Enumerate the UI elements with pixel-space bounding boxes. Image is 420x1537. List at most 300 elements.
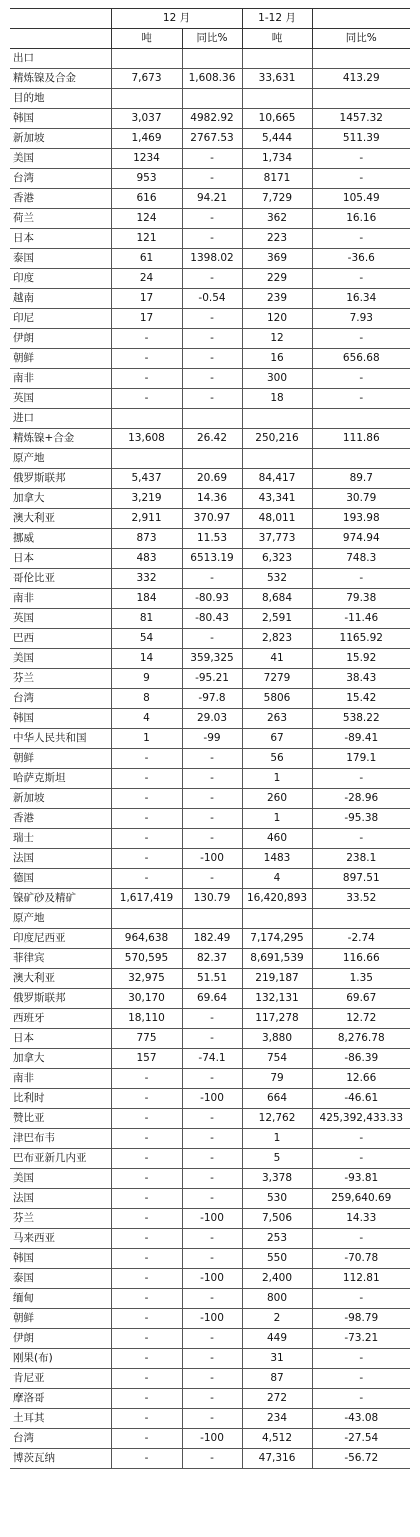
cell-dec-ton: 184 xyxy=(111,589,182,609)
cell-dec-ton: 9 xyxy=(111,669,182,689)
row-label: 原产地 xyxy=(10,909,111,929)
cell-dec-yoy: - xyxy=(182,149,242,169)
row-label: 摩洛哥 xyxy=(10,1389,111,1409)
cell-ytd-yoy: -2.74 xyxy=(312,929,410,949)
cell-ytd-ton: 664 xyxy=(242,1089,312,1109)
cell-ytd-ton: 219,187 xyxy=(242,969,312,989)
row-label: 美国 xyxy=(10,149,111,169)
cell-ytd-ton: 532 xyxy=(242,569,312,589)
row-label: 印度尼西亚 xyxy=(10,929,111,949)
header-period-blank xyxy=(312,9,410,29)
header-dec-ton: 吨 xyxy=(111,29,182,49)
cell-dec-yoy: - xyxy=(182,1189,242,1209)
cell-dec-yoy: - xyxy=(182,309,242,329)
cell-dec-yoy xyxy=(182,909,242,929)
table-row xyxy=(10,409,410,429)
row-label: 进口 xyxy=(10,409,111,429)
cell-ytd-ton: 4 xyxy=(242,869,312,889)
header-period-row xyxy=(10,9,410,29)
cell-ytd-ton: 7,174,295 xyxy=(242,929,312,949)
cell-dec-yoy: -100 xyxy=(182,1269,242,1289)
cell-dec-yoy: 1398.02 xyxy=(182,249,242,269)
cell-dec-yoy: - xyxy=(182,629,242,649)
cell-ytd-yoy: 16.34 xyxy=(312,289,410,309)
row-label: 巴布亚新几内亚 xyxy=(10,1149,111,1169)
table-row xyxy=(10,909,410,929)
table-row xyxy=(10,709,410,729)
cell-dec-yoy xyxy=(182,409,242,429)
table-header xyxy=(10,9,410,49)
cell-dec-yoy: - xyxy=(182,829,242,849)
table-row xyxy=(10,129,410,149)
cell-ytd-yoy xyxy=(312,909,410,929)
cell-dec-yoy: - xyxy=(182,769,242,789)
cell-ytd-ton: 37,773 xyxy=(242,529,312,549)
cell-dec-yoy: 2767.53 xyxy=(182,129,242,149)
table-row xyxy=(10,809,410,829)
cell-dec-ton xyxy=(111,909,182,929)
cell-ytd-yoy: -56.72 xyxy=(312,1449,410,1469)
header-ytd-ton: 吨 xyxy=(242,29,312,49)
cell-dec-ton: 616 xyxy=(111,189,182,209)
cell-dec-ton: 3,219 xyxy=(111,489,182,509)
cell-dec-yoy: -100 xyxy=(182,1309,242,1329)
cell-dec-yoy: - xyxy=(182,1329,242,1349)
row-label: 出口 xyxy=(10,49,111,69)
cell-dec-yoy: - xyxy=(182,1149,242,1169)
cell-ytd-ton: 550 xyxy=(242,1249,312,1269)
cell-dec-ton: 570,595 xyxy=(111,949,182,969)
row-label: 芬兰 xyxy=(10,669,111,689)
cell-dec-yoy: - xyxy=(182,1289,242,1309)
header-corner xyxy=(10,9,111,29)
cell-ytd-yoy: -93.81 xyxy=(312,1169,410,1189)
table-row xyxy=(10,689,410,709)
cell-dec-yoy: 51.51 xyxy=(182,969,242,989)
cell-ytd-yoy: -11.46 xyxy=(312,609,410,629)
table-row xyxy=(10,289,410,309)
cell-dec-ton: 3,037 xyxy=(111,109,182,129)
cell-dec-yoy: - xyxy=(182,229,242,249)
cell-dec-yoy: - xyxy=(182,349,242,369)
row-label: 澳大利亚 xyxy=(10,509,111,529)
cell-dec-yoy: -99 xyxy=(182,729,242,749)
cell-ytd-yoy: 111.86 xyxy=(312,429,410,449)
cell-dec-ton xyxy=(111,49,182,69)
cell-dec-ton: - xyxy=(111,769,182,789)
cell-ytd-yoy: 1165.92 xyxy=(312,629,410,649)
row-label: 朝鲜 xyxy=(10,1309,111,1329)
table-row xyxy=(10,189,410,209)
cell-ytd-yoy: - xyxy=(312,769,410,789)
row-label: 肯尼亚 xyxy=(10,1369,111,1389)
cell-dec-yoy: - xyxy=(182,209,242,229)
cell-dec-yoy: - xyxy=(182,1129,242,1149)
row-label: 缅甸 xyxy=(10,1289,111,1309)
cell-dec-yoy: -80.43 xyxy=(182,609,242,629)
table-row xyxy=(10,1129,410,1149)
cell-dec-ton: - xyxy=(111,1349,182,1369)
cell-dec-yoy: 130.79 xyxy=(182,889,242,909)
cell-ytd-ton: 31 xyxy=(242,1349,312,1369)
cell-ytd-ton: 4,512 xyxy=(242,1429,312,1449)
cell-ytd-yoy: 79.38 xyxy=(312,589,410,609)
table-row xyxy=(10,969,410,989)
cell-dec-yoy: 82.37 xyxy=(182,949,242,969)
cell-ytd-ton: 33,631 xyxy=(242,69,312,89)
cell-ytd-ton: 229 xyxy=(242,269,312,289)
cell-ytd-yoy: - xyxy=(312,329,410,349)
row-label: 俄罗斯联邦 xyxy=(10,469,111,489)
cell-dec-ton xyxy=(111,449,182,469)
cell-dec-ton: 1,469 xyxy=(111,129,182,149)
cell-ytd-yoy: -43.08 xyxy=(312,1409,410,1429)
cell-ytd-yoy: 897.51 xyxy=(312,869,410,889)
cell-dec-ton: - xyxy=(111,849,182,869)
table-row xyxy=(10,449,410,469)
cell-dec-yoy: 69.64 xyxy=(182,989,242,1009)
cell-dec-yoy: 1,608.36 xyxy=(182,69,242,89)
table-row xyxy=(10,889,410,909)
cell-ytd-ton: 449 xyxy=(242,1329,312,1349)
cell-dec-yoy: -100 xyxy=(182,1429,242,1449)
cell-dec-yoy: - xyxy=(182,1349,242,1369)
row-label: 精炼镍及合金 xyxy=(10,69,111,89)
cell-dec-yoy: -100 xyxy=(182,1089,242,1109)
cell-dec-ton: - xyxy=(111,1329,182,1349)
table-row xyxy=(10,1229,410,1249)
cell-dec-ton: - xyxy=(111,1369,182,1389)
table-row xyxy=(10,489,410,509)
row-label: 南非 xyxy=(10,369,111,389)
cell-dec-ton: - xyxy=(111,1109,182,1129)
row-label: 西班牙 xyxy=(10,1009,111,1029)
cell-dec-yoy: -95.21 xyxy=(182,669,242,689)
row-label: 台湾 xyxy=(10,1429,111,1449)
cell-ytd-yoy: - xyxy=(312,829,410,849)
cell-ytd-ton: 7,506 xyxy=(242,1209,312,1229)
cell-dec-yoy: - xyxy=(182,789,242,809)
cell-dec-ton: - xyxy=(111,1129,182,1149)
table-row xyxy=(10,469,410,489)
cell-ytd-ton: 2 xyxy=(242,1309,312,1329)
cell-ytd-yoy: 7.93 xyxy=(312,309,410,329)
cell-dec-yoy: -74.1 xyxy=(182,1049,242,1069)
cell-dec-ton: - xyxy=(111,1449,182,1469)
table-row xyxy=(10,1049,410,1069)
cell-dec-ton: - xyxy=(111,389,182,409)
table-row xyxy=(10,109,410,129)
cell-dec-ton: - xyxy=(111,1409,182,1429)
header-period-ytd: 1-12 月 xyxy=(242,9,312,29)
row-label: 挪威 xyxy=(10,529,111,549)
cell-dec-ton: 332 xyxy=(111,569,182,589)
cell-ytd-yoy: -98.79 xyxy=(312,1309,410,1329)
row-label: 马来西亚 xyxy=(10,1229,111,1249)
cell-ytd-ton: 5,444 xyxy=(242,129,312,149)
table-row xyxy=(10,789,410,809)
cell-dec-ton: 30,170 xyxy=(111,989,182,1009)
cell-ytd-yoy: - xyxy=(312,229,410,249)
cell-ytd-yoy: - xyxy=(312,389,410,409)
cell-dec-yoy: - xyxy=(182,1409,242,1429)
cell-ytd-yoy: - xyxy=(312,369,410,389)
row-label: 精炼镍+合金 xyxy=(10,429,111,449)
cell-ytd-ton: 2,823 xyxy=(242,629,312,649)
cell-ytd-yoy: 33.52 xyxy=(312,889,410,909)
cell-dec-ton: 1 xyxy=(111,729,182,749)
cell-ytd-ton: 754 xyxy=(242,1049,312,1069)
cell-ytd-ton: 1 xyxy=(242,1129,312,1149)
cell-ytd-ton: 12,762 xyxy=(242,1109,312,1129)
cell-ytd-ton: 5806 xyxy=(242,689,312,709)
cell-ytd-ton: 272 xyxy=(242,1389,312,1409)
row-label: 巴西 xyxy=(10,629,111,649)
cell-dec-ton: 7,673 xyxy=(111,69,182,89)
cell-ytd-yoy: 538.22 xyxy=(312,709,410,729)
cell-ytd-ton: 300 xyxy=(242,369,312,389)
table-row xyxy=(10,989,410,1009)
row-label: 泰国 xyxy=(10,1269,111,1289)
header-period-dec: 12 月 xyxy=(111,9,242,29)
table-row xyxy=(10,249,410,269)
cell-ytd-ton: 1 xyxy=(242,809,312,829)
cell-dec-yoy: -100 xyxy=(182,849,242,869)
table-row xyxy=(10,1109,410,1129)
row-label: 朝鲜 xyxy=(10,349,111,369)
cell-ytd-yoy: - xyxy=(312,1129,410,1149)
cell-dec-ton: - xyxy=(111,1289,182,1309)
cell-ytd-ton xyxy=(242,409,312,429)
row-label: 博茨瓦纳 xyxy=(10,1449,111,1469)
table-row xyxy=(10,369,410,389)
cell-ytd-ton: 263 xyxy=(242,709,312,729)
cell-ytd-yoy: 12.72 xyxy=(312,1009,410,1029)
row-label: 印尼 xyxy=(10,309,111,329)
row-label: 美国 xyxy=(10,649,111,669)
cell-ytd-yoy: 14.33 xyxy=(312,1209,410,1229)
cell-ytd-yoy xyxy=(312,89,410,109)
table-row xyxy=(10,1369,410,1389)
row-label: 刚果(布) xyxy=(10,1349,111,1369)
cell-ytd-ton xyxy=(242,909,312,929)
row-label: 日本 xyxy=(10,229,111,249)
cell-dec-yoy: - xyxy=(182,1389,242,1409)
cell-ytd-yoy: -73.21 xyxy=(312,1329,410,1349)
cell-ytd-yoy: -70.78 xyxy=(312,1249,410,1269)
row-label: 美国 xyxy=(10,1169,111,1189)
row-label: 比利时 xyxy=(10,1089,111,1109)
cell-dec-ton: - xyxy=(111,1149,182,1169)
table-row xyxy=(10,349,410,369)
cell-dec-yoy: -100 xyxy=(182,1209,242,1229)
cell-ytd-ton: 1483 xyxy=(242,849,312,869)
row-label: 日本 xyxy=(10,549,111,569)
table-row xyxy=(10,1249,410,1269)
cell-ytd-yoy: 974.94 xyxy=(312,529,410,549)
cell-dec-yoy: - xyxy=(182,1169,242,1189)
cell-ytd-ton: 117,278 xyxy=(242,1009,312,1029)
row-label: 加拿大 xyxy=(10,1049,111,1069)
table-row xyxy=(10,609,410,629)
cell-ytd-yoy: - xyxy=(312,1229,410,1249)
cell-dec-ton: - xyxy=(111,1309,182,1329)
row-label: 哈萨克斯坦 xyxy=(10,769,111,789)
cell-dec-yoy xyxy=(182,449,242,469)
cell-dec-yoy: - xyxy=(182,1249,242,1269)
cell-dec-yoy: -0.54 xyxy=(182,289,242,309)
cell-dec-ton: 124 xyxy=(111,209,182,229)
cell-ytd-ton: 5 xyxy=(242,1149,312,1169)
cell-ytd-ton: 16 xyxy=(242,349,312,369)
row-label: 南非 xyxy=(10,589,111,609)
cell-ytd-yoy: -89.41 xyxy=(312,729,410,749)
cell-dec-ton: 121 xyxy=(111,229,182,249)
cell-dec-yoy: - xyxy=(182,1229,242,1249)
cell-ytd-ton: 250,216 xyxy=(242,429,312,449)
cell-ytd-yoy: -46.61 xyxy=(312,1089,410,1109)
cell-dec-ton: - xyxy=(111,329,182,349)
table-row xyxy=(10,569,410,589)
row-label: 镍矿砂及精矿 xyxy=(10,889,111,909)
row-label: 朝鲜 xyxy=(10,749,111,769)
cell-ytd-ton: 12 xyxy=(242,329,312,349)
cell-dec-ton: - xyxy=(111,1229,182,1249)
cell-ytd-yoy: 116.66 xyxy=(312,949,410,969)
cell-dec-yoy: 4982.92 xyxy=(182,109,242,129)
header-unit-corner xyxy=(10,29,111,49)
table-row xyxy=(10,729,410,749)
cell-dec-ton: 32,975 xyxy=(111,969,182,989)
row-label: 荷兰 xyxy=(10,209,111,229)
cell-ytd-ton: 7,729 xyxy=(242,189,312,209)
table-row xyxy=(10,1069,410,1089)
row-label: 台湾 xyxy=(10,169,111,189)
header-unit-row xyxy=(10,29,410,49)
table-row xyxy=(10,389,410,409)
cell-ytd-ton: 2,400 xyxy=(242,1269,312,1289)
cell-ytd-yoy: - xyxy=(312,1349,410,1369)
table-row xyxy=(10,1169,410,1189)
cell-ytd-yoy: - xyxy=(312,1369,410,1389)
cell-ytd-yoy: 16.16 xyxy=(312,209,410,229)
row-label: 香港 xyxy=(10,189,111,209)
cell-ytd-ton: 1,734 xyxy=(242,149,312,169)
cell-dec-ton: 13,608 xyxy=(111,429,182,449)
header-dec-yoy: 同比% xyxy=(182,29,242,49)
table-row xyxy=(10,169,410,189)
cell-dec-ton: 24 xyxy=(111,269,182,289)
table-row xyxy=(10,629,410,649)
cell-dec-ton: 157 xyxy=(111,1049,182,1069)
table-row xyxy=(10,669,410,689)
table-row xyxy=(10,1409,410,1429)
cell-ytd-ton: 8,691,539 xyxy=(242,949,312,969)
cell-dec-yoy: - xyxy=(182,329,242,349)
row-label: 土耳其 xyxy=(10,1409,111,1429)
cell-dec-ton: - xyxy=(111,349,182,369)
cell-dec-yoy: - xyxy=(182,369,242,389)
row-label: 英国 xyxy=(10,389,111,409)
cell-ytd-ton xyxy=(242,49,312,69)
cell-dec-yoy: 26.42 xyxy=(182,429,242,449)
cell-ytd-yoy: -27.54 xyxy=(312,1429,410,1449)
cell-ytd-yoy: 259,640.69 xyxy=(312,1189,410,1209)
table-row xyxy=(10,589,410,609)
cell-ytd-ton: 234 xyxy=(242,1409,312,1429)
table-row xyxy=(10,149,410,169)
cell-dec-ton: - xyxy=(111,1429,182,1449)
cell-dec-yoy: -97.8 xyxy=(182,689,242,709)
row-label: 英国 xyxy=(10,609,111,629)
row-label: 法国 xyxy=(10,1189,111,1209)
row-label: 赞比亚 xyxy=(10,1109,111,1129)
cell-ytd-ton: 16,420,893 xyxy=(242,889,312,909)
table-row xyxy=(10,549,410,569)
cell-dec-ton: 1,617,419 xyxy=(111,889,182,909)
cell-dec-yoy: - xyxy=(182,569,242,589)
table-row xyxy=(10,1269,410,1289)
row-label: 中华人民共和国 xyxy=(10,729,111,749)
table-row xyxy=(10,209,410,229)
table-row xyxy=(10,1029,410,1049)
cell-dec-yoy: 20.69 xyxy=(182,469,242,489)
row-label: 香港 xyxy=(10,809,111,829)
cell-ytd-ton: 87 xyxy=(242,1369,312,1389)
table-row xyxy=(10,949,410,969)
cell-ytd-ton: 48,011 xyxy=(242,509,312,529)
cell-dec-yoy: - xyxy=(182,389,242,409)
row-label: 新加坡 xyxy=(10,129,111,149)
cell-dec-ton: - xyxy=(111,1249,182,1269)
cell-dec-yoy: 14.36 xyxy=(182,489,242,509)
nickel-trade-table xyxy=(10,8,410,1469)
cell-ytd-yoy: 238.1 xyxy=(312,849,410,869)
cell-ytd-ton: 369 xyxy=(242,249,312,269)
table-row xyxy=(10,829,410,849)
cell-ytd-yoy: - xyxy=(312,569,410,589)
cell-ytd-yoy: - xyxy=(312,1389,410,1409)
cell-dec-ton: - xyxy=(111,1269,182,1289)
cell-ytd-yoy: 511.39 xyxy=(312,129,410,149)
row-label: 津巴布韦 xyxy=(10,1129,111,1149)
cell-dec-yoy: 182.49 xyxy=(182,929,242,949)
row-label: 印度 xyxy=(10,269,111,289)
cell-ytd-yoy: 30.79 xyxy=(312,489,410,509)
cell-ytd-yoy: - xyxy=(312,149,410,169)
table-row xyxy=(10,1389,410,1409)
cell-ytd-yoy: 38.43 xyxy=(312,669,410,689)
cell-ytd-ton: 3,880 xyxy=(242,1029,312,1049)
table-row xyxy=(10,1309,410,1329)
cell-ytd-ton: 253 xyxy=(242,1229,312,1249)
row-label: 日本 xyxy=(10,1029,111,1049)
cell-ytd-ton: 8,684 xyxy=(242,589,312,609)
cell-dec-ton: 483 xyxy=(111,549,182,569)
cell-ytd-ton: 56 xyxy=(242,749,312,769)
cell-ytd-yoy: 1.35 xyxy=(312,969,410,989)
cell-ytd-ton: 223 xyxy=(242,229,312,249)
row-label: 德国 xyxy=(10,869,111,889)
row-label: 澳大利亚 xyxy=(10,969,111,989)
row-label: 南非 xyxy=(10,1069,111,1089)
cell-dec-ton: - xyxy=(111,1189,182,1209)
cell-ytd-ton: 1 xyxy=(242,769,312,789)
cell-dec-ton: 964,638 xyxy=(111,929,182,949)
cell-dec-ton: - xyxy=(111,869,182,889)
cell-dec-ton: 61 xyxy=(111,249,182,269)
row-label: 台湾 xyxy=(10,689,111,709)
